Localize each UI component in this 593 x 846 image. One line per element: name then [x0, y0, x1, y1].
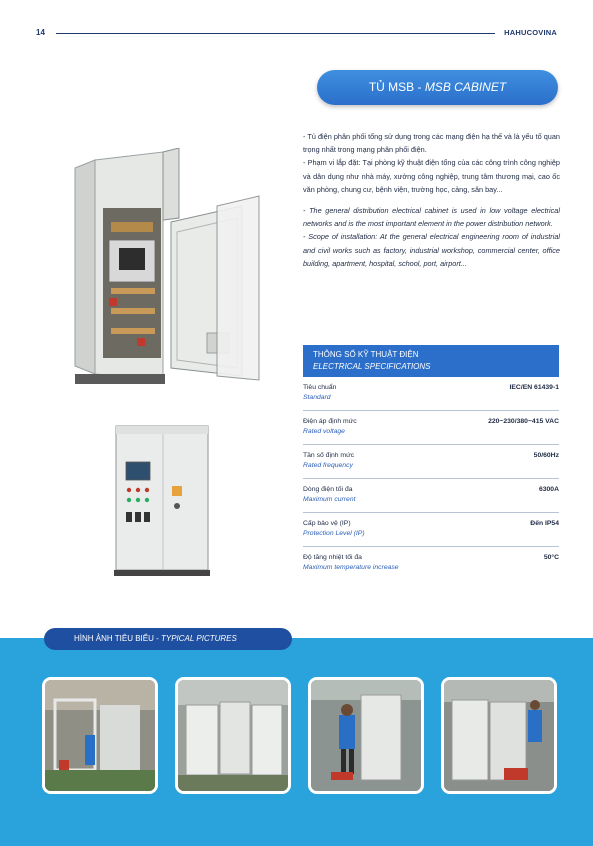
spec-value: IEC/EN 61439-1 — [509, 384, 559, 391]
spec-label-en: Maximum current — [303, 496, 356, 503]
spec-label-vi: Cấp bảo vệ (IP) — [303, 520, 351, 527]
page-title — [317, 70, 558, 105]
typical-pictures-heading — [44, 628, 292, 650]
spec-value: 50°C — [543, 554, 559, 561]
spec-label-en: Protection Level (IP) — [303, 530, 365, 537]
description-en-2: - Scope of installation: At the general electrical engineering room of industrial and civil works such as factory, industrial workshop, commercial center, office building, apartment, hospital, school, port, airport... — [303, 232, 560, 268]
spec-label-en: Rated frequency — [303, 462, 353, 469]
spec-row — [303, 445, 559, 479]
description — [303, 130, 560, 270]
typical-photo-2 — [175, 677, 291, 794]
specs-heading-en: ELECTRICAL SPECIFICATIONS — [313, 362, 431, 371]
spec-label-vi: Điện áp định mức — [303, 418, 357, 425]
control-panel-photo — [114, 424, 210, 576]
spec-value: 220~230/380~415 VAC — [488, 418, 559, 425]
spec-row — [303, 411, 559, 445]
title-en: MSB CABINET — [424, 80, 507, 94]
header-divider — [56, 33, 495, 34]
spec-label-vi: Tần số định mức — [303, 452, 355, 459]
spec-label-en: Rated voltage — [303, 428, 345, 435]
spec-label-en: Maximum temperature increase — [303, 564, 399, 571]
spec-label-vi: Tiêu chuẩn — [303, 384, 337, 391]
spec-value: 6300A — [538, 486, 559, 493]
brand-name: HAHUCOVINA — [504, 28, 557, 37]
page-number: 14 — [36, 28, 45, 37]
spec-label-vi: Độ tăng nhiệt tối đa — [303, 554, 362, 561]
spec-row — [303, 513, 559, 547]
spec-label-en: Standard — [303, 394, 331, 401]
description-vi-2: - Phạm vi lắp đặt: Tại phòng kỹ thuật điện tổng của các công trình công nghiệp và dân dụng như nhà máy, xưởng công nghiệp, trung tâm thương mại, cao ốc văn phòng, chung cư, bệnh viện, trường học, cảng, sân bay... — [303, 158, 560, 194]
title-vi: TỦ MSB - — [368, 80, 425, 94]
msb-cabinet-photo — [67, 148, 264, 390]
description-en-1: - The general distribution electrical cabinet is used in low voltage electrical networks and is the most important element in the power distribution network. — [303, 206, 560, 229]
specs-heading-vi: THÔNG SỐ KỸ THUẬT ĐIỆN — [313, 350, 419, 359]
specs-table — [303, 377, 559, 581]
page-header — [36, 26, 557, 42]
description-vi-1: - Tủ điện phân phối tổng sử dụng trong các mạng điện hạ thế và là yếu tố quan trọng nhất trong mạng phân phối điện. — [303, 132, 560, 155]
spec-value: 50/60Hz — [533, 452, 559, 459]
typical-en: TYPICAL PICTURES — [160, 634, 237, 643]
spec-row — [303, 479, 559, 513]
spec-value: Đến IP54 — [530, 520, 559, 527]
spec-label-vi: Dòng điện tối đa — [303, 486, 353, 493]
typical-photo-3 — [308, 677, 424, 794]
typical-photo-4 — [441, 677, 557, 794]
typical-photo-1 — [42, 677, 158, 794]
spec-row — [303, 547, 559, 581]
typical-vi: HÌNH ẢNH TIÊU BIỂU - — [74, 634, 161, 643]
specs-heading — [303, 345, 559, 377]
spec-row — [303, 377, 559, 411]
